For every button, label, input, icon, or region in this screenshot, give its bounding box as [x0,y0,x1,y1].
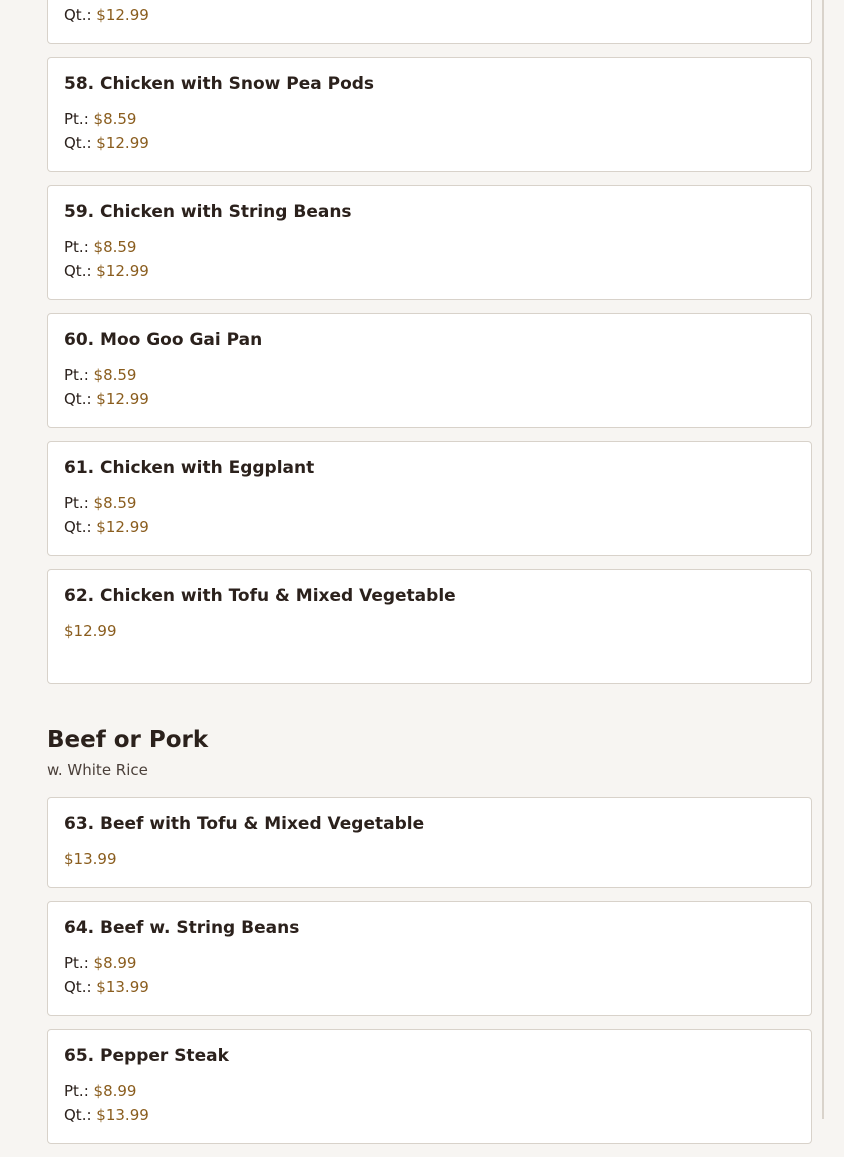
price-value: $8.99 [93,954,137,972]
price-row-quart [64,387,795,411]
menu-item-name: 61. Chicken with Eggplant [64,458,315,478]
beef-or-pork-section [47,697,812,1144]
menu-page [47,0,812,1157]
price-label: Qt.: [64,390,92,408]
price-value: $12.99 [96,518,149,536]
menu-item-name: 62. Chicken with Tofu & Mixed Vegetable [64,586,456,606]
price-label: Qt.: [64,262,92,280]
price-value: $13.99 [96,978,149,996]
chicken-section [47,0,812,684]
price-label: Pt.: [64,494,89,512]
section-header [47,697,812,797]
price-label: Pt.: [64,366,89,384]
price-row-pint [64,235,795,259]
price-value: $8.59 [93,366,137,384]
price-label: Qt.: [64,1106,92,1124]
price-label: Pt.: [64,1082,89,1100]
menu-item-name: 58. Chicken with Snow Pea Pods [64,74,375,94]
page-scroll-edge[interactable] [822,0,824,1119]
price-row-pint [64,363,795,387]
price-row-single [64,619,795,643]
price-value: $8.59 [93,110,137,128]
menu-item-name: 60. Moo Goo Gai Pan [64,330,263,350]
price-row-quart [64,975,795,999]
price-value: $13.99 [64,850,117,868]
price-row-pint [64,1079,795,1103]
menu-item-prices [64,847,795,871]
menu-item-name: 63. Beef with Tofu & Mixed Vegetable [64,814,425,834]
menu-item-prices [64,107,795,155]
menu-item-card[interactable] [47,797,812,888]
price-value: $12.99 [96,6,149,24]
price-value: $12.99 [96,262,149,280]
price-value: $8.59 [93,494,137,512]
menu-item-prices [64,0,795,27]
section-subtitle: w. White Rice [47,761,148,779]
price-label: Pt.: [64,110,89,128]
menu-item-prices [64,1079,795,1127]
menu-item-prices [64,363,795,411]
price-label: Pt.: [64,954,89,972]
price-row-quart [64,1103,795,1127]
price-row-pint [64,107,795,131]
menu-item-name: 64. Beef w. String Beans [64,918,300,938]
price-label: Qt.: [64,6,92,24]
price-row-pint [64,951,795,975]
section-title: Beef or Pork [47,727,209,753]
menu-item-card[interactable] [47,0,812,44]
menu-item-name: 59. Chicken with String Beans [64,202,352,222]
price-row-pint [64,491,795,515]
price-row-quart [64,131,795,155]
menu-item-prices [64,619,795,643]
price-label: Qt.: [64,134,92,152]
menu-item-prices [64,951,795,999]
price-value: $12.99 [64,622,117,640]
menu-item-card[interactable] [47,1029,812,1144]
price-value: $12.99 [96,134,149,152]
price-row-quart [64,3,795,27]
price-value: $12.99 [96,390,149,408]
menu-item-card[interactable] [47,313,812,428]
price-row-quart [64,259,795,283]
menu-item-prices [64,235,795,283]
price-label: Pt.: [64,238,89,256]
price-label: Qt.: [64,518,92,536]
price-value: $13.99 [96,1106,149,1124]
menu-item-prices [64,491,795,539]
price-value: $8.99 [93,1082,137,1100]
price-label: Qt.: [64,978,92,996]
price-row-single [64,847,795,871]
menu-item-card[interactable] [47,569,812,684]
menu-item-card[interactable] [47,57,812,172]
menu-item-card[interactable] [47,185,812,300]
menu-item-card[interactable] [47,901,812,1016]
price-row-quart [64,515,795,539]
price-value: $8.59 [93,238,137,256]
menu-item-name: 65. Pepper Steak [64,1046,229,1066]
menu-item-card[interactable] [47,441,812,556]
